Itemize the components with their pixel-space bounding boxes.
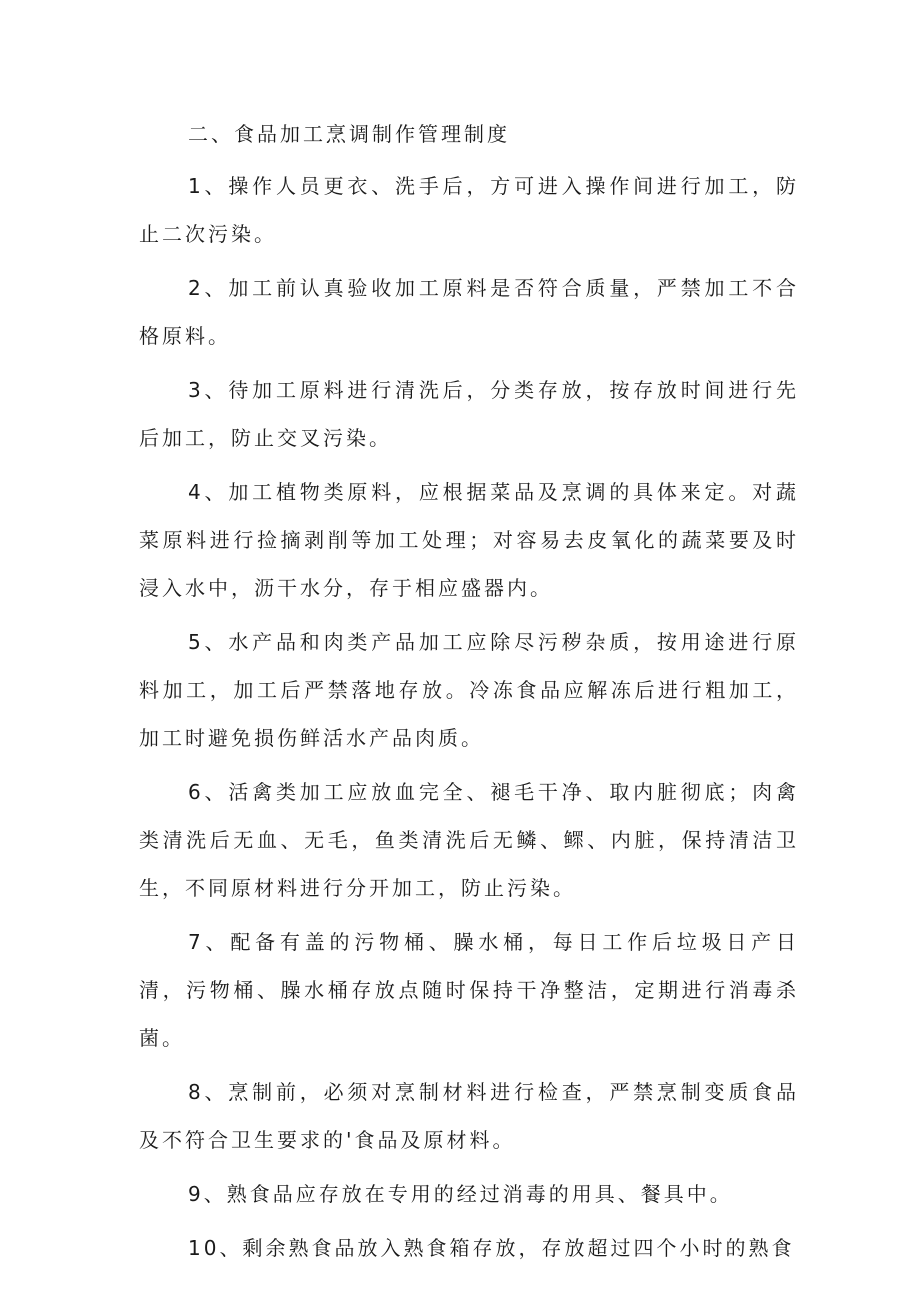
paragraph-7: 7、配备有盖的污物桶、臊水桶，每日工作后垃圾日产日清，污物桶、臊水桶存放点随时保持干净整洁，定期进行消毒杀菌。 <box>139 930 799 1050</box>
paragraph-3: 3、待加工原料进行清洗后，分类存放，按存放时间进行先后加工，防止交叉污染。 <box>139 378 799 450</box>
paragraph-2: 2、加工前认真验收加工原料是否符合质量，严禁加工不合格原料。 <box>139 276 799 348</box>
paragraph-9: 9、熟食品应存放在专用的经过消毒的用具、餐具中。 <box>188 1182 733 1206</box>
section-heading: 二、食品加工烹调制作管理制度 <box>188 122 510 146</box>
paragraph-1: 1、操作人员更衣、洗手后，方可进入操作间进行加工，防止二次污染。 <box>139 174 799 246</box>
paragraph-4: 4、加工植物类原料，应根据菜品及烹调的具体来定。对蔬菜原料进行捡摘剥削等加工处理；对容易去皮氧化的蔬菜要及时浸入水中，沥干水分，存于相应盛器内。 <box>139 480 799 600</box>
paragraph-5: 5、水产品和肉类产品加工应除尽污秽杂质，按用途进行原料加工，加工后严禁落地存放。冷冻食品应解冻后进行粗加工，加工时避免损伤鲜活水产品肉质。 <box>139 630 799 750</box>
paragraph-6: 6、活禽类加工应放血完全、褪毛干净、取内脏彻底；肉禽类清洗后无血、无毛，鱼类清洗后无鳞、鳏、内脏，保持清洁卫生，不同原材料进行分开加工，防止污染。 <box>139 780 799 900</box>
document-body <box>139 112 799 1278</box>
paragraph-8: 8、烹制前，必须对烹制材料进行检查，严禁烹制变质食品及不符合卫生要求的'食品及原材料。 <box>139 1080 799 1152</box>
paragraph-10: 10、剩余熟食品放入熟食箱存放，存放超过四个小时的熟食 <box>188 1236 795 1260</box>
